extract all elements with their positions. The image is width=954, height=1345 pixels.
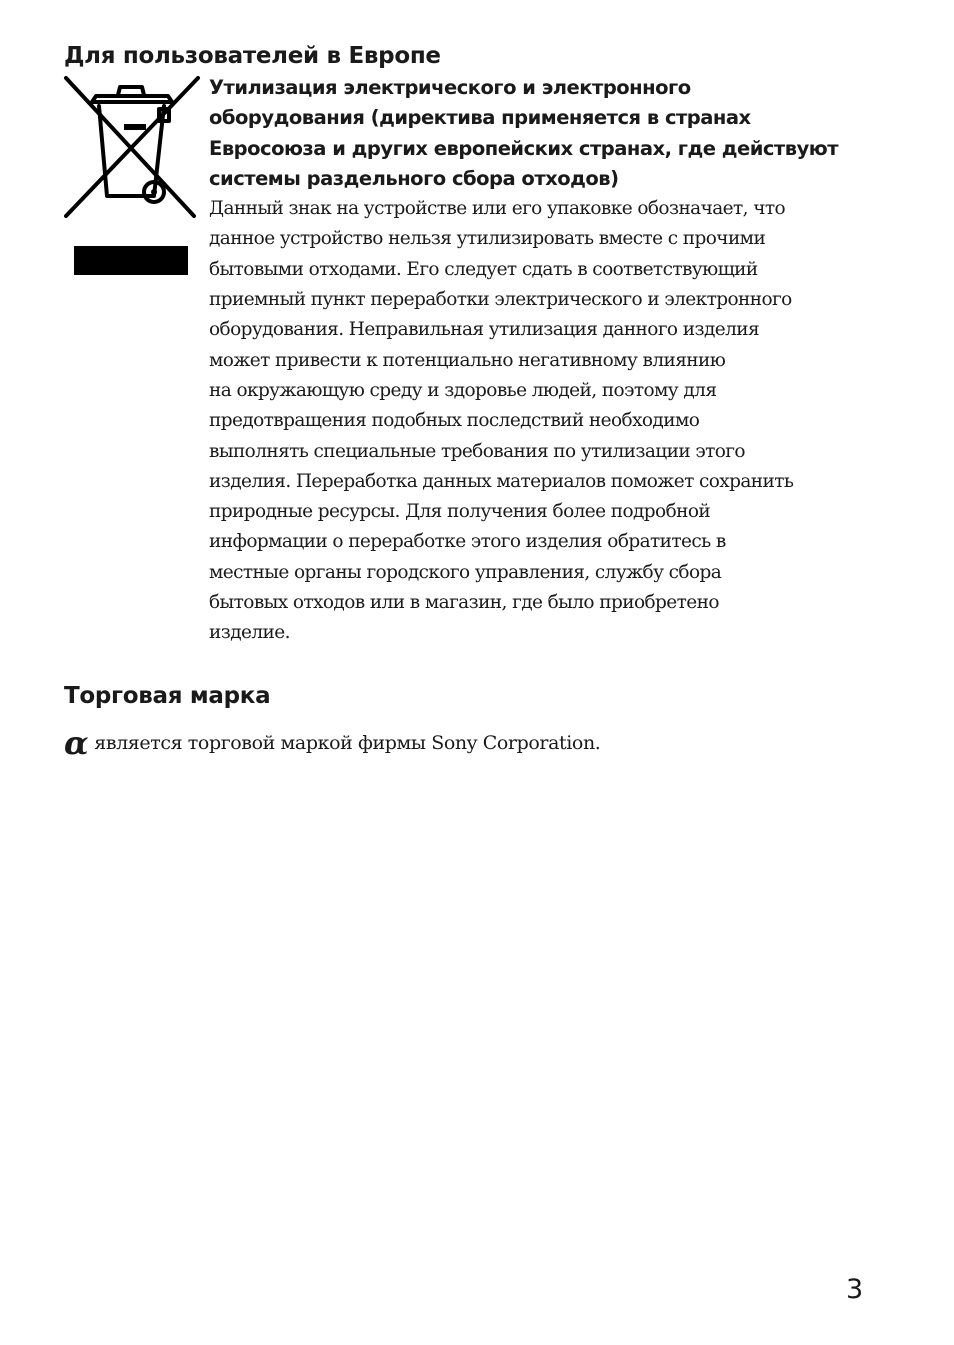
body-line: приемный пункт переработки электрического и электронного xyxy=(209,289,792,311)
body-line: местные органы городского управления, службу сбора xyxy=(209,561,722,583)
body-line: может привести к потенциально негативному влиянию xyxy=(209,349,726,371)
body-line: бытовых отходов или в магазин, где было приобретено xyxy=(209,592,719,614)
body-line: Данный знак на устройстве или его упаковке обозначает, что xyxy=(209,198,786,220)
body-line: природные ресурсы. Для получения более подробной xyxy=(209,501,711,523)
body-line: бытовыми отходами. Его следует сдать в соответствующий xyxy=(209,258,758,280)
body-line: данное устройство нельзя утилизировать вместе с прочими xyxy=(209,228,766,250)
body-line: изделие. xyxy=(209,622,290,644)
body-line: выполнять специальные требования по утилизации этого xyxy=(209,440,745,462)
body-line: изделия. Переработка данных материалов поможет сохранить xyxy=(209,470,794,492)
disposal-subheading xyxy=(209,73,859,194)
body-line: оборудования. Неправильная утилизация данного изделия xyxy=(209,319,760,341)
section-heading-trademark: Торговая марка xyxy=(64,683,271,709)
alpha-logo-icon: α xyxy=(64,724,89,762)
subheading-line: оборудования (директива применяется в странах xyxy=(209,106,751,130)
disposal-body-text xyxy=(209,194,859,648)
subheading-line: системы раздельного сбора отходов) xyxy=(209,166,619,190)
trademark-statement xyxy=(64,726,600,760)
trademark-text: является торговой маркой фирмы Sony Corporation. xyxy=(94,732,601,754)
weee-black-bar xyxy=(74,246,188,275)
subheading-line: Утилизация электрического и электронного xyxy=(209,76,691,99)
weee-disposal-info xyxy=(209,73,859,649)
body-line: информации о переработке этого изделия обратитесь в xyxy=(209,531,726,553)
crossed-out-wheelie-bin-icon xyxy=(62,76,202,222)
body-line: на окружающую среду и здоровье людей, поэтому для xyxy=(209,379,717,401)
body-line: предотвращения подобных последствий необходимо xyxy=(209,410,700,432)
subheading-line: Евросоюза и других европейских странах, где действуют xyxy=(209,136,839,160)
section-heading-europe: Для пользователей в Европе xyxy=(64,43,441,69)
page-number: 3 xyxy=(846,1274,864,1305)
